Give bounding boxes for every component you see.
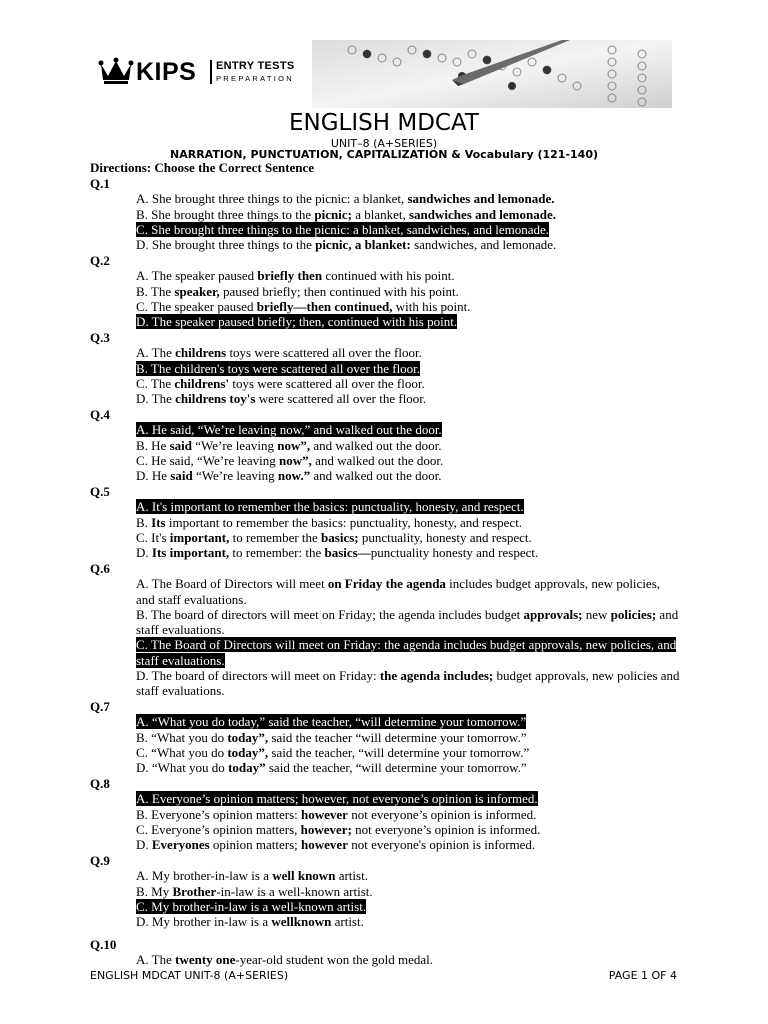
answer-option: [136, 515, 680, 530]
answer-option: [136, 376, 680, 391]
footer-title: ENGLISH MDCAT UNIT-8 (A+SERIES): [90, 969, 289, 982]
answer-option: [136, 822, 680, 837]
crown-icon: [98, 56, 134, 86]
bold-text: approvals;: [523, 606, 583, 622]
bold-text: however: [301, 806, 348, 822]
option-text: B. The board of directors will meet on Friday; the agenda includes budget: [136, 606, 524, 622]
bold-text: briefly—then continued,: [256, 298, 393, 314]
answer-option: [136, 760, 680, 775]
bold-text: today”,: [227, 744, 269, 760]
question-block: [90, 699, 680, 775]
bold-text: said: [169, 437, 192, 453]
option-text: B. He: [136, 437, 170, 453]
bold-text: Everyones: [151, 836, 210, 852]
option-text: C. My brother-in-law is a well-known artist.: [136, 898, 367, 914]
option-text: C. She brought three things to the picnic: a blanket, sandwiches, and lemonade.: [136, 221, 550, 237]
option-text: includes budget approvals, new policies, and staff evaluations.: [136, 576, 661, 607]
unit-subtitle: UNIT–8 (A+SERIES): [330, 137, 438, 150]
answer-option: [136, 607, 680, 637]
question-label: Q.1: [90, 176, 110, 192]
answer-option: [136, 545, 680, 560]
option-text: toys were scattered all over the floor.: [229, 375, 425, 391]
bold-text: basics;: [321, 529, 359, 545]
option-text: -in-law is a well-known artist.: [216, 883, 373, 899]
option-text: and walked out the door.: [310, 437, 442, 453]
document-title: ENGLISH MDCAT: [289, 110, 479, 136]
question-label: Q.9: [90, 853, 110, 869]
answer-option: [136, 438, 680, 453]
option-text: budget approvals, new policies and staff evaluations.: [136, 667, 680, 698]
answer-option: [136, 268, 680, 283]
option-text: A. He said, “We’re leaving now,” and walked out the door.: [136, 422, 442, 438]
bold-text: sandwiches and lemonade.: [407, 191, 555, 207]
bold-text: said: [170, 468, 193, 484]
answer-option: [136, 952, 680, 967]
option-text: C. Everyone’s opinion matters,: [136, 821, 301, 837]
question-label: Q.6: [90, 561, 110, 577]
option-text: not everyone’s opinion is informed.: [351, 821, 541, 837]
option-text: D. He: [136, 468, 171, 484]
question-label: Q.2: [90, 253, 110, 269]
bold-text: Its: [151, 514, 166, 530]
option-text: A. “What you do today,” said the teacher, “will determine your tomorrow.”: [136, 714, 527, 730]
option-text: a blanket,: [351, 206, 409, 222]
option-text: A. The Board of Directors will meet: [136, 576, 328, 592]
question-block: [90, 407, 680, 483]
answer-option: [136, 237, 680, 252]
option-text: said the teacher “will determine your tomorrow.”: [268, 729, 527, 745]
option-text: said the teacher, “will determine your tomorrow.”: [265, 759, 527, 775]
bold-text: speaker,: [174, 283, 220, 299]
correct-answer-option: [136, 791, 680, 806]
option-text: A. The: [136, 952, 176, 968]
option-text: B. My: [136, 883, 173, 899]
option-text: A. She brought three things to the picnic: a blanket,: [136, 191, 408, 207]
directions: Directions: Choose the Correct Sentence: [90, 160, 315, 175]
option-text: C. The Board of Directors will meet on Friday: the agenda includes budget approvals, new policies, and staff evaluations.: [136, 637, 677, 668]
correct-answer-option: [136, 314, 680, 329]
bold-text: on Friday the agenda: [327, 576, 446, 592]
option-text: B. The: [136, 283, 175, 299]
question-label: Q.8: [90, 776, 110, 792]
correct-answer-option: [136, 222, 680, 237]
question-block: [90, 776, 680, 852]
option-text: and walked out the door.: [310, 468, 442, 484]
option-text: C. He said, “We’re leaving: [136, 452, 279, 468]
bold-text: childrens toy's: [175, 391, 256, 407]
question-list: [90, 160, 680, 968]
question-label: Q.10: [90, 937, 117, 953]
option-text: D. The speaker paused briefly; then, continued with his point.: [136, 314, 458, 330]
option-text: “We’re leaving: [192, 437, 278, 453]
option-text: to remember: the: [229, 545, 325, 561]
option-text: C. It's: [136, 529, 170, 545]
bold-text: Brother: [172, 883, 217, 899]
correct-answer-option: [136, 499, 680, 514]
option-text: -year-old student won the gold medal.: [235, 952, 433, 968]
answer-option: [136, 576, 680, 606]
answer-option: [136, 468, 680, 483]
bold-text: childrens: [175, 345, 227, 361]
bold-text: now.”: [277, 468, 311, 484]
bold-text: now”,: [277, 437, 311, 453]
bold-text: twenty one: [175, 952, 236, 968]
bold-text: Its important,: [151, 545, 230, 561]
question-label: Q.3: [90, 330, 110, 346]
correct-answer-option: [136, 714, 680, 729]
answer-option: [136, 837, 680, 852]
option-text: B. The children's toys were scattered all over the floor.: [136, 360, 421, 376]
option-text: to remember the: [229, 529, 322, 545]
page-number: PAGE 1 OF 4: [608, 969, 677, 982]
option-text: toys were scattered all over the floor.: [226, 345, 422, 361]
answer-option: [136, 191, 680, 206]
bold-text: basics—: [324, 545, 371, 561]
bold-text: today”,: [227, 729, 269, 745]
option-text: D. She brought three things to the: [136, 237, 316, 253]
bold-text: briefly then: [257, 268, 323, 284]
answer-option: [136, 391, 680, 406]
answer-sheet-image: [312, 40, 672, 108]
option-text: A. The: [136, 345, 176, 361]
logo-divider: [210, 60, 212, 84]
option-text: C. “What you do: [136, 744, 228, 760]
answer-option: [136, 530, 680, 545]
answer-option: [136, 745, 680, 760]
option-text: A. Everyone’s opinion matters; however, not everyone’s opinion is informed.: [136, 791, 538, 807]
brand-subtagline: PREPARATION: [216, 74, 294, 83]
answer-option: [136, 868, 680, 883]
option-text: B. Everyone’s opinion matters:: [136, 806, 302, 822]
bold-text: today”: [228, 759, 266, 775]
question-block: [90, 937, 680, 967]
correct-answer-option: [136, 361, 680, 376]
answer-option: [136, 207, 680, 222]
brand-name: KIPS: [136, 58, 197, 86]
topic-subtitle: NARRATION, PUNCTUATION, CAPITALIZATION & Vocabulary (121-140): [170, 148, 598, 161]
question-block: [90, 561, 680, 698]
bold-text: picnic;: [314, 206, 352, 222]
bold-text: the agenda includes;: [379, 667, 494, 683]
bold-text: childrens': [174, 375, 230, 391]
option-text: D. The board of directors will meet on Friday:: [136, 667, 380, 683]
bold-text: however: [301, 836, 348, 852]
option-text: artist.: [335, 868, 368, 884]
bold-text: important,: [169, 529, 230, 545]
question-block: [90, 330, 680, 406]
option-text: A. My brother-in-law is a: [136, 868, 273, 884]
bold-text: policies;: [610, 606, 657, 622]
option-text: D. My brother in-law is a: [136, 913, 272, 929]
question-label: Q.4: [90, 407, 110, 423]
option-text: sandwiches, and lemonade.: [410, 237, 557, 253]
question-block: [90, 853, 680, 929]
bold-text: now”,: [278, 452, 312, 468]
bold-text: however;: [300, 821, 352, 837]
option-text: punctuality honesty and respect.: [370, 545, 539, 561]
answer-option: [136, 345, 680, 360]
option-text: and staff evaluations.: [136, 606, 679, 638]
option-text: “We’re leaving: [192, 468, 278, 484]
kips-logo: [98, 54, 308, 90]
option-text: were scattered all over the floor.: [255, 391, 427, 407]
option-text: A. It's important to remember the basics: punctuality, honesty, and respect.: [136, 499, 524, 515]
option-text: A. The speaker paused: [136, 268, 258, 284]
answer-option: [136, 284, 680, 299]
option-text: B. “What you do: [136, 729, 228, 745]
option-text: opinion matters;: [209, 836, 302, 852]
option-text: continued with his point.: [322, 268, 455, 284]
option-text: D. “What you do: [136, 759, 229, 775]
option-text: C. The: [136, 375, 175, 391]
correct-answer-option: [136, 422, 680, 437]
option-text: said the teacher, “will determine your tomorrow.”: [268, 744, 530, 760]
option-text: paused briefly; then continued with his point.: [219, 283, 459, 299]
correct-answer-option: [136, 899, 680, 914]
question-block: [90, 176, 680, 252]
answer-option: [136, 453, 680, 468]
option-text: C. The speaker paused: [136, 298, 257, 314]
answer-option: [136, 884, 680, 899]
bold-text: picnic, a blanket:: [315, 237, 411, 253]
option-text: new: [582, 606, 611, 622]
answer-option: [136, 299, 680, 314]
question-block: [90, 484, 680, 560]
question-block: [90, 253, 680, 329]
answer-option: [136, 807, 680, 822]
option-text: important to remember the basics: punctuality, honesty, and respect.: [165, 514, 523, 530]
question-label: Q.5: [90, 484, 110, 500]
option-text: and walked out the door.: [311, 452, 444, 468]
option-text: B. She brought three things to the: [136, 206, 315, 222]
option-text: B.: [136, 514, 152, 530]
option-text: not everyone’s opinion is informed.: [347, 806, 537, 822]
answer-option: [136, 730, 680, 745]
option-text: D.: [136, 545, 152, 561]
option-text: not everyone's opinion is informed.: [347, 836, 536, 852]
answer-option: [136, 914, 680, 929]
option-text: artist.: [331, 913, 364, 929]
option-text: punctuality, honesty and respect.: [358, 529, 532, 545]
option-text: with his point.: [392, 298, 471, 314]
bold-text: sandwiches and lemonade.: [408, 206, 556, 222]
brand-tagline: ENTRY TESTS: [216, 60, 295, 72]
option-text: D.: [136, 836, 152, 852]
bold-text: well known: [272, 868, 336, 884]
correct-answer-option: [136, 637, 680, 667]
answer-option: [136, 668, 680, 698]
bold-text: wellknown: [271, 913, 332, 929]
question-label: Q.7: [90, 699, 110, 715]
option-text: D. The: [136, 391, 176, 407]
